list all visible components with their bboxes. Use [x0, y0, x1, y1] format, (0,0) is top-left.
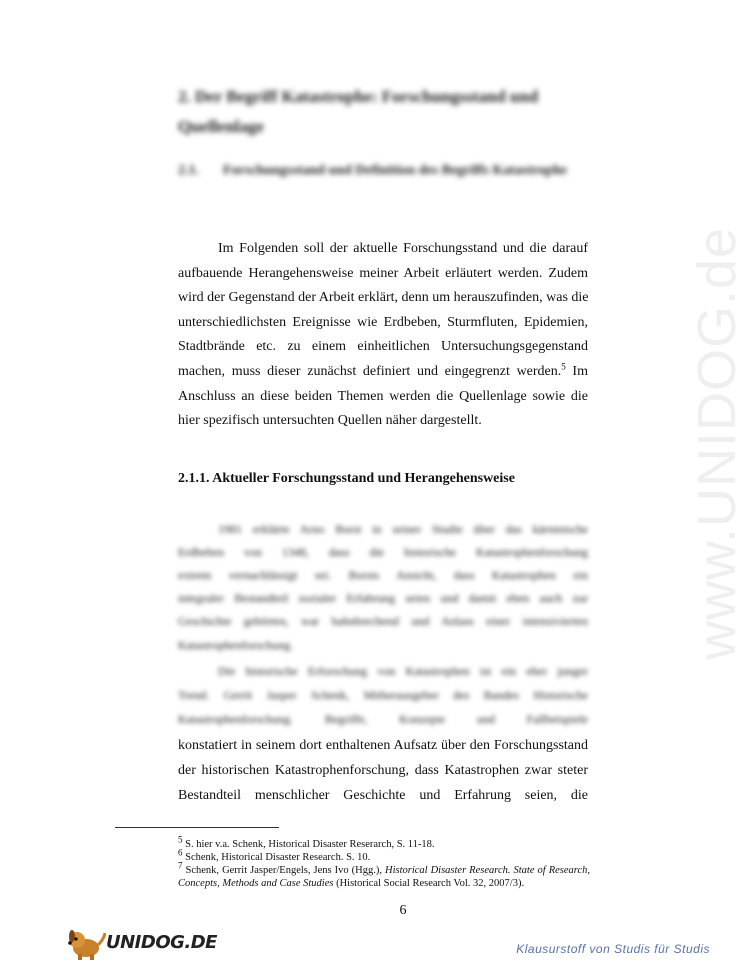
text-line: Im Folgenden soll der aktuelle Forschungsstand und die darauf [218, 241, 588, 256]
blurred-line: extrem vernachlässigt sei. Borsts Ansicht, dass Katastrophen ein [178, 568, 588, 582]
text-line: der historischen Katastrophenforschung, dass Katastrophen zwar steter [178, 763, 588, 778]
text-line-part: Im [565, 363, 588, 379]
text-line: konstatiert in seinem dort enthaltenen Aufsatz über den Forschungsstand [178, 738, 588, 753]
section-heading [178, 158, 590, 184]
chapter-heading: 2. Der Begriff Katastrophe: Forschungsstand und Quellenlage [178, 87, 539, 136]
blurred-line: 1981 erklärte Arno Borst in seiner Studie über das kärntnische [218, 522, 588, 536]
text-line: hier spezifisch untersuchten Quellen näher dargestellt. [178, 413, 482, 429]
footnote-text: S. hier v.a. Schenk, Historical Disaster Reserarch, S. 11-18. [185, 839, 435, 850]
footnote-separator [115, 827, 279, 828]
unidog-logo [66, 928, 217, 960]
blurred-line: integraler Bestandteil sozialer Erfahrung seien und damit eben auch zur [178, 591, 588, 605]
watermark: www.UNIDOG.de [687, 226, 747, 660]
subsection-heading: 2.1.1. Aktueller Forschungsstand und Herangehensweise [178, 471, 515, 486]
footnote-text: Schenk, Historical Disaster Research. S. 10. [185, 852, 371, 863]
footnote-number: 5 [178, 834, 183, 845]
page-number: 6 [399, 903, 407, 918]
text-line: Bestandteil menschlicher Geschichte und Erfahrung seien, die [178, 788, 588, 803]
blurred-line: Katastrophenforschung. [178, 638, 293, 652]
logo-wordmark: UNIDOG.DE [106, 932, 217, 953]
footnote-title: Historical Disaster Research. State of Research, Concepts, Methods and Case Studies [178, 865, 590, 889]
footnote-number: 7 [178, 860, 183, 871]
intro-paragraph [178, 237, 588, 434]
blurred-line: Erdbeben von 1348, dass die historische Katastrophenforschung [178, 545, 588, 559]
footer-tagline: Klausurstoff von Studis für Studis [516, 942, 710, 956]
blurred-line: Die historische Erforschung von Katastrophen ist ein eher junger [218, 664, 588, 678]
text-line: Stadtbrände etc. zu einem einheitlichen Untersuchungsgegenstand [178, 339, 588, 355]
footnote-number: 6 [178, 847, 183, 858]
blurred-line: Katastrophenforschung. Begriffe, Konzepte und Fallbeispiele [178, 712, 588, 726]
section-number: 2.1. [178, 163, 199, 178]
section-title: Forschungsstand und Definition des Begriffs Katastrophe [223, 163, 567, 178]
blurred-line: Trend. Gerrit Jasper Schenk, Mitherausgeber des Bandes Historische [178, 688, 588, 702]
text-line: aufbauende Herangehensweise meiner Arbeit erläutert werden. Zudem [178, 265, 588, 281]
footnote-text: Schenk, Gerrit Jasper/Engels, Jens Ivo (Hgg.), [185, 865, 382, 876]
footnote-text: (Historical Social Research Vol. 32, 2007/3). [336, 878, 525, 889]
dog-icon [66, 928, 106, 960]
blurred-line: Geschichte gehörten, war bahnbrechend und Anlass einer intensivierten [178, 614, 588, 628]
footnote-6 [178, 847, 590, 864]
text-line: wird der Gegenstand der Arbeit erklärt, denn um herauszufinden, was die [178, 290, 589, 306]
footnote-5 [178, 834, 590, 851]
footnote-ref: 5 [561, 361, 566, 372]
text-line: unterschiedlichsten Ereignisse wie Erdbeben, Sturmfluten, Epidemien, [178, 314, 588, 330]
footnote-7 [178, 860, 590, 890]
text-line-part: machen, muss dieser zunächst definiert und eingegrenzt werden. [178, 363, 562, 379]
text-line-with-footnote [178, 360, 588, 385]
text-line: Anschluss an diese beiden Themen werden die Quellenlage sowie die [178, 388, 588, 404]
